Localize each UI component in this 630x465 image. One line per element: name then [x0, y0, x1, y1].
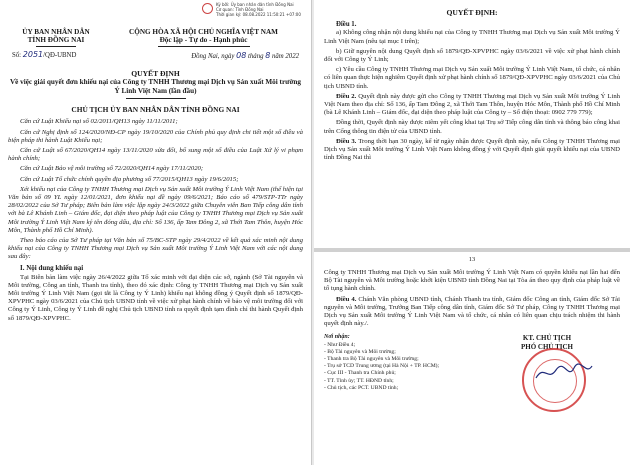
article-3-continued: Công ty TNHH Thương mại Dịch vụ Sản xuất Môi trường Ý Linh Việt Nam có quyền khiếu nại lần hai đến Bộ Tài nguyên và Môi trường hoặc khởi kiện UBND tỉnh Đồng Nai tại Tòa án theo quy định của pháp luật về tố tụng hành chính.: [324, 269, 620, 293]
sign-line-2: PHÓ CHỦ TỊCH: [521, 342, 573, 351]
recipient-item: - Trụ sở TCD Trung ương (tại Hà Nội + TP. HCM);: [324, 363, 440, 370]
legal-basis: Căn cứ Luật Khiếu nại số 02/2011/QH13 ngày 11/11/2011;: [20, 118, 178, 126]
nation-line-2: Độc lập - Tự do - Hạnh phúc: [159, 36, 248, 45]
motto-underline: [158, 46, 250, 47]
document-header: [8, 28, 303, 61]
recipient-item: - TT. Tỉnh ủy; TT. HĐND tỉnh;: [324, 377, 394, 384]
document-page-1: [0, 0, 312, 465]
sign-line-1: KT. CHỦ TỊCH: [522, 334, 572, 343]
article-2-continued: Đồng thời, Quyết định này được niêm yết công khai tại Trụ sở Tiếp công dân tỉnh và thông báo công khai trên Cổng thông tin điện tử của UBND tỉnh.: [324, 119, 620, 135]
article-1-item-c: c) Yêu cầu Công ty TNHH Thương mại Dịch vụ Sản xuất Môi trường Ý Linh Việt Nam, tổ chức, cá nhân có liên quan thực hiện nghiêm Quyết định xử phạt hành chính số 1879/QĐ-XPVPHC ngày 03/6/2021 của Chủ tịch UBND tỉnh.: [324, 66, 620, 90]
page-number: 13: [468, 256, 476, 263]
decision-title: QUYẾT ĐỊNH: [131, 69, 180, 79]
digital-signature-info: Ký bởi: Ủy ban nhân dân tỉnh Đồng Nai Cơ quan: Tỉnh Đồng Nai Thời gian ký: 08.08.2022 11:50:21 +07:00: [216, 2, 301, 17]
document-footer: [324, 334, 620, 392]
legal-basis: Xét khiếu nại của Công ty TNHH Thương mại Dịch vụ Sản xuất Môi trường Ý Linh Việt Nam (thể hiện tại Văn bản số 09 YL ngày 12/01/2021, đơn khiếu nại đề ngày 09/6/2021; Báo cáo số 479/STP-TTr ngày 28/02/2022 của Sở Tư pháp; Biên bản làm việc lập ngày 24/3/2022 giữa Chuyên viên Ban Tiếp công dân tỉnh với bà Lê Khánh Linh – Giám đốc, đại diện theo pháp luật của Công ty TNHH Thương mại Dịch vụ Sản xuất Môi trường Ý Linh Việt Nam ký tên đóng dấu, địa chỉ: Số 136, ấp Tam Đông 2, xã Thới Tam Thôn, huyện Hóc Môn, Thành phố Hồ Chí Minh).: [8, 185, 303, 234]
authority-heading: CHỦ TỊCH ỦY BAN NHÂN DÂN TỈNH ĐỒNG NAI: [71, 105, 240, 115]
section-body: Tại Biên bản làm việc ngày 26/4/2022 giữa Tổ xác minh với đại diện các sở, ngành (Sở Tài nguyên và Môi trường, Công an tỉnh, Thanh tra tỉnh), theo đó xác định: Công ty TNHH Thương mại Dịch vụ Sản xuất Môi trường Ý Linh Việt Nam (gọi tắt là Công ty Ý Linh) khiếu nại không đồng ý Quyết định số 1879/QĐ-XPVPHC ngày 03/6/2021 của Chủ tịch UBND tỉnh về việc xử phạt hành chính về bảo vệ môi trường đối với Công ty Ý Linh, Công ty Ý Linh đề nghị Chủ tịch UBND tỉnh ra quyết định tạm đình chỉ thi hành Quyết định số 1879/QĐ-XPVPHC.: [8, 273, 303, 322]
issuing-agency: [8, 28, 104, 61]
section-heading: I. Nội dung khiếu nại: [20, 263, 84, 272]
legal-basis: Căn cứ Luật Bảo vệ môi trường số 72/2020/QH14 ngày 17/11/2020;: [20, 165, 204, 173]
recipients-list: [324, 334, 474, 392]
recipient-item: - Thanh tra Bộ Tài nguyên và Môi trường;: [324, 356, 419, 363]
nation-line-1: CỘNG HÒA XÃ HỘI CHỦ NGHĨA VIỆT NAM: [129, 28, 278, 36]
article-1-item-b: b) Giữ nguyên nội dung Quyết định số 1879/QĐ-XPVPHC ngày 03/6/2021 về việc xử phạt hành chính đối với Công ty Ý Linh;: [324, 47, 620, 64]
legal-basis: Căn cứ Luật số 67/2020/QH14 ngày 13/11/2020 sửa đổi, bổ sung một số điều của Luật Xử lý vi phạm hành chính;: [8, 147, 303, 163]
legal-basis: Căn cứ Nghị định số 124/2020/NĐ-CP ngày 19/10/2020 của Chính phủ quy định chi tiết một số điều và biện pháp thi hành Luật Khiếu nại;: [8, 128, 303, 144]
national-motto: [104, 28, 303, 61]
document-page-3: [314, 252, 630, 465]
decision-heading: QUYẾT ĐỊNH:: [446, 8, 498, 17]
decision-subtitle: Về việc giải quyết đơn khiếu nại của Công ty TNHH Thương mại Dịch vụ Sản xuất Môi trường Ý Linh Việt Nam (lần đầu): [9, 78, 302, 95]
digital-signature-icon: [202, 3, 213, 14]
handwritten-signature: [534, 362, 594, 384]
agency-line-2: TỈNH ĐỒNG NAI: [27, 36, 85, 45]
title-rule: [126, 98, 186, 99]
article-4: Điều 4. Chánh Văn phòng UBND tỉnh, Chánh Thanh tra tỉnh, Giám đốc Công an tỉnh, Giám đốc Sở Tài nguyên và Môi trường, Trưởng Ban Tiếp công dân tỉnh, Giám đốc Sở Tư pháp, Công ty TNHH Thương mại Dịch vụ Sản xuất Môi trường Ý Linh Việt Nam và tổ chức, cá nhân có liên quan chịu trách nhiệm thi hành quyết định này./.: [324, 295, 621, 328]
agency-underline: [36, 46, 76, 47]
recipient-item: - Như Điều 4;: [324, 341, 356, 348]
article-1-item-a: a) Không công nhận nội dung khiếu nại của Công ty TNHH Thương mại Dịch vụ Sản xuất Môi trường Ý Linh Việt Nam (nêu tại mục I trên);: [324, 29, 620, 45]
issue-date: Đồng Nai, ngày 08 tháng 8 năm 2022: [191, 50, 299, 60]
legal-basis: Theo báo cáo của Sở Tư pháp tại Văn bản số 75/BC-STP ngày 29/4/2022 về kết quả xác minh nội dung khiếu nại của Công ty TNHH Thương mại Dịch vụ Sản xuất Môi trường Ý Linh Việt Nam với các nội dung sau đây:: [8, 237, 303, 261]
article-2: Điều 2. Quyết định này được gửi cho Công ty TNHH Thương mại Dịch vụ Sản xuất Môi trường Ý Linh Việt Nam theo địa chỉ: Số 136, ấp Tam Đông 2, xã Thới Tam Thôn, huyện Hóc Môn, Thành phố Hồ Chí Minh (bà Lê Khánh Linh – Giám đốc, đại diện theo pháp luật của Công ty – Số điện thoại: 0902 779 779);: [324, 92, 621, 117]
agency-line-1: ỦY BAN NHÂN DÂN: [22, 28, 90, 36]
article-1-label: Điều 1.: [336, 21, 357, 28]
recipient-item: - Chủ tịch, các PCT. UBND tỉnh;: [324, 384, 399, 391]
document-page-2: [314, 0, 630, 248]
legal-basis: Căn cứ Luật Tổ chức chính quyền địa phương số 77/2015/QH13 ngày 19/6/2015;: [20, 175, 239, 183]
article-3: Điều 3. Trong thời hạn 30 ngày, kể từ ngày nhận được Quyết định này, nếu Công ty TNHH Thương mại Dịch vụ Sản xuất Môi trường Ý Linh Việt Nam không đồng ý với Quyết định giải quyết khiếu nại của UBND tỉnh Đồng Nai thì: [324, 137, 620, 162]
recipients-title: Nơi nhận:: [324, 334, 350, 341]
recipient-item: - Bộ Tài nguyên và Môi trường;: [324, 348, 396, 355]
recipient-item: - Cục III - Thanh tra Chính phủ;: [324, 370, 396, 377]
document-number: Số: 2051/QĐ-UBND: [12, 49, 77, 59]
handwritten-doc-number: 2051: [22, 49, 44, 59]
